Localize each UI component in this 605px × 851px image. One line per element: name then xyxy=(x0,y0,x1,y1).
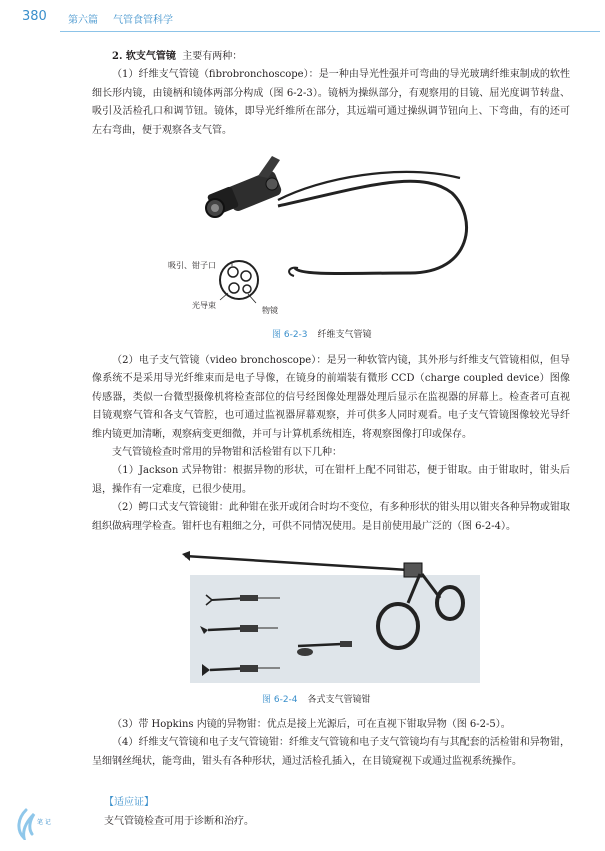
fiberoptic-forceps-paragraph: （4）纤维支气管镜和电子支气管镜钳：纤维支气管镜和电子支气管镜均有与其配套的活检钳和异物钳，呈细钢丝绳状，能弯曲，钳头有各种形状，通过活检孔插入，在目镜窥视下或通过监视系统操作。 xyxy=(92,737,570,767)
fibrobronchoscope-figure xyxy=(160,148,520,323)
hopkins-section xyxy=(92,716,570,771)
indication-text: 支气管镜检查可用于诊断和治疗。 xyxy=(104,816,254,827)
forceps-head-4 xyxy=(202,664,280,676)
alligator-forceps-paragraph: （2）鳄口式支气管镜钳：此种钳在张开或闭合时均不变位，有多种形状的钳头用以钳夹各种异物或钳取组织做病理学检查。钳杆也有粗细之分，可供不同情况使用。是目前使用最广泛的（图 6-2-4）。 xyxy=(92,502,570,532)
section-heading: 2. 软支气管镜 主要有两种： xyxy=(112,51,243,62)
indication-heading: 【适应证】 xyxy=(104,797,154,808)
forceps-figure xyxy=(180,548,480,683)
page-number: 380 xyxy=(22,9,47,24)
header-divider xyxy=(60,31,600,32)
note-logo-text: 笔 记 xyxy=(37,819,51,826)
page-header xyxy=(0,0,605,34)
figure-6-2-4-caption: 图 6-2-4 各式支气管镜钳 xyxy=(262,695,371,705)
soft-bronchoscope-section xyxy=(92,48,570,140)
forceps-head-1 xyxy=(206,595,280,605)
label-objective-lens: 物镜 xyxy=(262,306,278,315)
fibrobronchoscope-paragraph: （1）纤维支气管镜（fibrobronchoscope）：是一种由导光性强并可弯曲的导光玻璃纤维束制成的软性细长形内镜，由镜柄和镜体两部分构成（图 6-2-3）。镜柄为操纵部分，有观察用的目镜、屈光度调节转盘、吸引及活检孔口和调节钮。镜体，即导光纤维所在部分，其远端可通过操纵调节钮向上、下弯曲，有的还可左右弯曲，便于观察各支气管。 xyxy=(92,69,570,136)
forceps-head-3 xyxy=(297,641,352,656)
note-logo-icon xyxy=(14,808,38,840)
chapter-title: 气管食管科学 xyxy=(113,15,173,26)
figure-6-2-3-caption: 图 6-2-3 纤维支气管镜 xyxy=(272,330,372,340)
forceps-intro-paragraph: 支气管镜检查时常用的异物钳和活检钳有以下几种： xyxy=(112,447,342,459)
jackson-forceps-paragraph: （1）Jackson 式异物钳：根据异物的形状，可在钳杆上配不同钳芯，便于钳取。由于钳取时，钳头后退，操作有一定难度，已很少使用。 xyxy=(92,465,570,495)
video-bronchoscope-section xyxy=(92,352,570,536)
forceps-head-2 xyxy=(200,625,278,634)
label-suction-channel: 吸引、钳子口 xyxy=(168,261,216,270)
hopkins-forceps-paragraph: （3）带 Hopkins 内镜的异物钳：优点是接上光源后，可在直视下钳取异物（图 6-2-5）。 xyxy=(112,719,511,730)
distal-tip-diagram xyxy=(220,261,258,303)
video-bronchoscope-paragraph: （2）电子支气管镜（video bronchoscope）：是另一种软管内镜，其外形与纤维支气管镜相似，但导像系统不是采用导光纤维束而是电子导像，在镜身的前端装有微形 CCD（charge coupled device）图像传感器，类似一台微型摄像机将检查部位的信号经图像处理器处理后显示在监视器的屏幕上。检查者可直视目镜观察气管和各支气管腔，也可通过监视器屏幕观察，并可供多人同时观看。电子支气管镜图像较光导纤维内镜更加清晰，观察病变更细微，并可与计算机系统相连，将观察图像打印或保存。 xyxy=(92,355,570,440)
part-label: 第六篇 xyxy=(68,15,98,26)
label-light-guide: 光导束 xyxy=(192,301,216,310)
